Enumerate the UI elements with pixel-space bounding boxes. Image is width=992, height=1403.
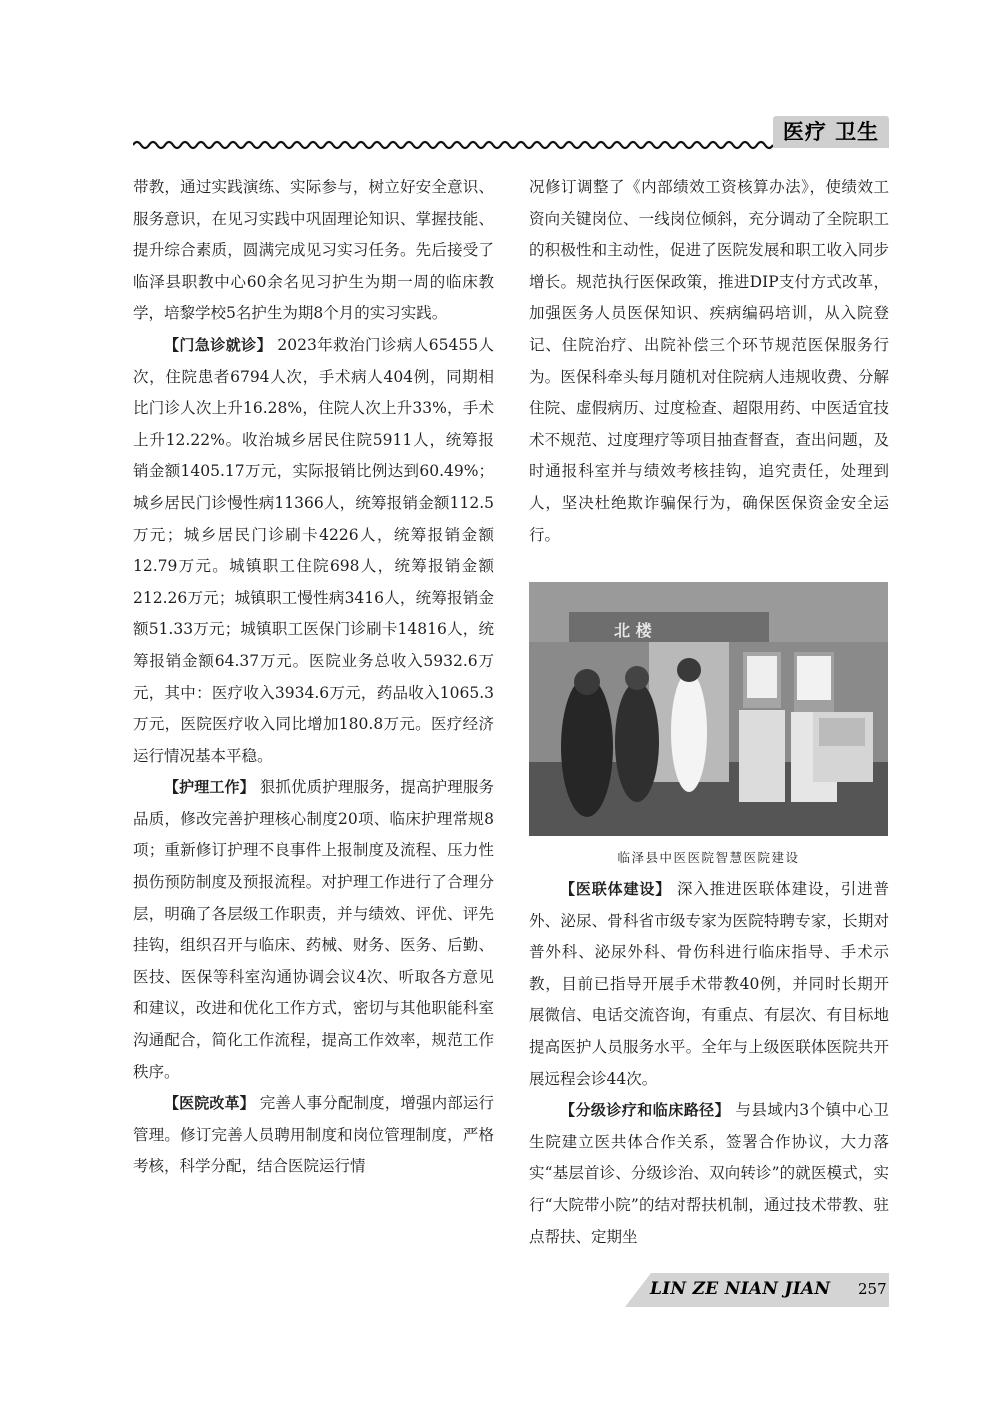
heading-nursing: 【护理工作】 [164,778,255,797]
left-column [133,172,494,1183]
heading-medical-alliance: 【医联体建设】 [560,880,672,898]
body-medical-alliance: 深入推进医联体建设，引进普外、泌尿、骨科省市级专家为医院特聘专家，长期对普外科、泌尿外科、骨伤科进行临床指导、手术示教，目前已指导开展手术带教40例，并同时长期开展微信、电话交流咨询，有重点、有层次、有目标地提高医护人员服务水平。全年与上级医联体医院共开展远程会诊44次。 [529,880,889,1088]
heading-outpatient: 【门急诊就诊】 [164,335,273,354]
paragraph-reform [133,1088,494,1183]
paragraph-teaching: 带教，通过实践演练、实际参与，树立好安全意识、服务意识，在见习实践中巩固理论知识、掌握技能、提升综合素质，圆满完成见习实习任务。先后接受了临泽县职教中心60余名见习护生为期一周的临床教学，培黎学校5名护生为期8个月的实习实践。 [133,178,494,323]
paragraph-nursing [133,772,494,1088]
photo-sign-text: 北 楼 [614,621,652,640]
body-outpatient: 2023年救治门诊病人65455人次，住院患者6794人次，手术病人404例，同期相比门诊人次上升16.28%，住院人次上升33%，手术上升12.22%。收治城乡居民住院5911人，统筹报销金额1405.17万元，实际报销比例达到60.49%；城乡居民门诊慢性病11366人，统筹报销金额112.5万元；城乡居民门诊刷卡4226人，统筹报销金额12.79万元。城镇职工住院698人，统筹报销金额212.26万元；城镇职工慢性病3416人，统筹报销金额51.33万元；城镇职工医保门诊刷卡14816人，统筹报销金额64.37万元。医院业务总收入5932.6万元，其中：医疗收入3934.6万元，药品收入1065.3万元，医院医疗收入同比增加180.8万元。医疗经济运行情况基本平稳。 [133,335,494,765]
body-reform: 完善人事分配制度，增强内部运行管理。修订完善人员聘用制度和岗位管理制度，严格考核，科学分配，结合医院运行情 [133,1094,494,1176]
section-title-tag: 医疗 卫生 [773,116,889,148]
body-nursing: 狠抓优质护理服务，提高护理服务品质，修改完善护理核心制度20项、临床护理常规8项；重新修订护理不良事件上报制度及流程、压力性损伤预防制度及预报流程。对护理工作进行了合理分层，明确了各层级工作职责，并与绩效、评优、评先挂钩，组织召开与临床、药械、财务、医务、后勤、医技、医保等科室沟通协调会议4次、听取各方意见和建议，改进和优化工作方式，密切与其他职能科室沟通配合，简化工作流程，提高工作效率，规范工作秩序。 [133,778,494,1081]
right-column-bottom [529,874,889,1253]
header-wavy-rule [133,136,773,154]
right-column-top [529,172,889,551]
paragraph-graded-care [529,1095,889,1253]
body-graded-care: 与县域内3个镇中心卫生院建立医共体合作关系，签署合作协议，大力落实“基层首诊、分级诊治、双向转诊”的就医模式，实行“大院带小院”的结对帮扶机制，通过技术带教、驻点帮扶、定期坐 [529,1101,889,1246]
heading-graded-care: 【分级诊疗和临床路径】 [560,1101,731,1120]
photo-illustration [529,582,888,836]
paragraph-insurance: 况修订调整了《内部绩效工资核算办法》，使绩效工资向关键岗位、一线岗位倾斜，充分调动了全院职工的积极性和主动性，促进了医院发展和职工收入同步增长。规范执行医保政策，推进DIP支付方式改革，加强医务人员医保知识、疾病编码培训，从入院登记、住院治疗、出院补偿三个环节规范医保服务行为。医保科牵头每月随机对住院病人违规收费、分解住院、虚假病历、过度检查、超限用药、中医适宜技术不规范、过度理疗等项目抽查督查，查出问题，及时通报科室并与绩效考核挂钩，追究责任，处理到人，坚决杜绝欺诈骗保行为，确保医保资金安全运行。 [529,178,889,544]
hospital-kiosk-photo [529,582,888,836]
photo-caption: 临泽县中医医院智慧医院建设 [617,850,800,865]
paragraph-outpatient [133,330,494,772]
heading-reform: 【医院改革】 [164,1094,255,1113]
paragraph-medical-alliance [529,874,889,1095]
footer-journal-title: LIN ZE NIAN JIAN [650,1279,831,1299]
page-number: 257 [858,1280,887,1298]
